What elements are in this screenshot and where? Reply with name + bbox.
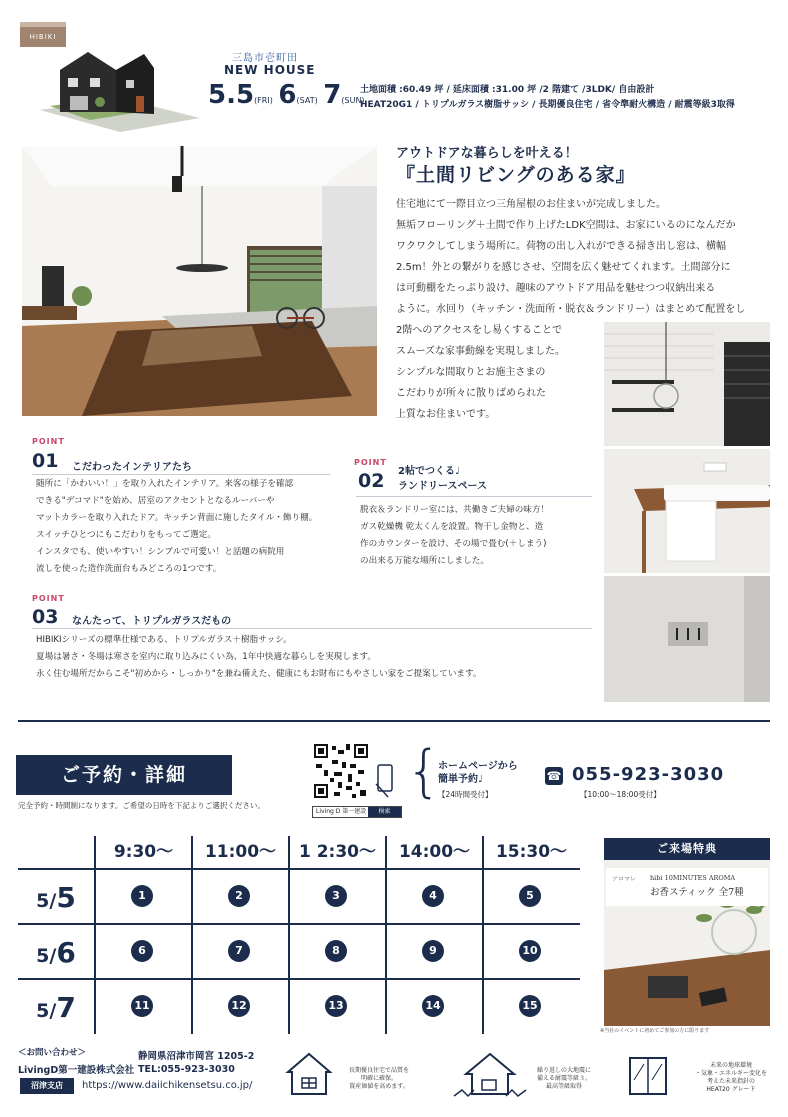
- point-03-text: [36, 632, 596, 683]
- point-02-number: 02: [358, 470, 385, 492]
- benefit-title: お香スティック 全7種: [650, 887, 744, 898]
- date-3: 7: [323, 80, 342, 110]
- table-line: [18, 923, 580, 925]
- washbasin-photo: [604, 449, 770, 573]
- point-02-title: [398, 464, 487, 494]
- benefit-brand: hibi 10MINUTES AROMA: [650, 874, 736, 882]
- slot-11[interactable]: 11: [131, 995, 153, 1017]
- dow-3: (SUN): [341, 96, 365, 105]
- point-line: 随所に「かわいい！」を取り入れたインテリア。来客の様子を確認: [36, 479, 294, 489]
- slot-6[interactable]: 6: [131, 940, 153, 962]
- point-line: 脱衣＆ランドリー室には、共働きご夫婦の味方！: [360, 505, 550, 515]
- tile-shelf-photo: [604, 322, 770, 446]
- feature-line: ・気象・エネルギー変化を: [694, 1070, 767, 1077]
- company-url[interactable]: https://www.daiichikensetsu.co.jp/: [82, 1080, 253, 1091]
- feature-line: 未来の地球環境: [709, 1062, 752, 1069]
- reservation-title: ご予約・詳細: [16, 755, 232, 795]
- point-line: 作のカウンターを設け、その場で畳む(＋しまう): [360, 539, 547, 549]
- location: 三島市壱町田: [232, 53, 298, 64]
- point-03-tag: POINT: [32, 594, 65, 603]
- slot-12[interactable]: 12: [228, 995, 250, 1017]
- table-line: [18, 978, 580, 980]
- feature-line: HEAT20 グレード: [706, 1086, 756, 1093]
- point-01-text: [36, 476, 332, 578]
- benefit-heading: ご来場特典: [604, 838, 770, 860]
- date-1: 5.5: [208, 80, 255, 110]
- feature-line: 明確に確保。: [360, 1075, 397, 1082]
- schedule-table: [18, 836, 580, 1034]
- house-illustration: [40, 40, 200, 132]
- intro-line: スムーズな家事動線を実現しました。: [396, 346, 565, 357]
- benefit-note: ※当社のイベントに初めてご参加の方に限ります: [600, 1028, 710, 1034]
- point-03-number: 03: [32, 606, 59, 628]
- point-03-title: なんたって、トリプルガラスだもの: [72, 616, 232, 627]
- intro-line: 2.5m！外との繋がりを感じさせ、空間を広く魅せてくれます。土間部分に: [396, 262, 731, 273]
- company-address: 静岡県沼津市岡宮 1205-2: [138, 1051, 255, 1062]
- point-line: スイッチひとつにもこだわりをもってご選定。: [36, 530, 216, 540]
- feature-line: 長期優良住宅で品質を: [348, 1067, 409, 1074]
- point-01-divider: [32, 474, 330, 475]
- point-line: インスタでも、使いやすい！シンプルで可愛い！と話題の病院用: [36, 547, 285, 557]
- intro-line: ように。水回り（キッチン・洗面所・脱衣＆ランドリー）はまとめて配置をし: [396, 304, 746, 315]
- point-line: HIBIKIシリーズの標準仕様である、トリプルガラス＋樹脂サッシ。: [36, 635, 292, 645]
- headline: 『土間リビングのある家』: [396, 164, 636, 186]
- point-03-divider: [32, 628, 592, 629]
- date-day: 6: [56, 936, 76, 969]
- slot-1[interactable]: 1: [131, 885, 153, 907]
- section-divider: [18, 720, 770, 722]
- intro-body-2: [396, 320, 606, 425]
- company-name: LivingD第一建設株式会社: [18, 1065, 135, 1076]
- feature-heat20-text: [686, 1062, 776, 1094]
- point-01-number: 01: [32, 450, 59, 472]
- slot-2[interactable]: 2: [228, 885, 250, 907]
- slot-3[interactable]: 3: [325, 885, 347, 907]
- intro-line: 住宅地にて一際目立つ三角屋根のお住まいが完成しました。: [396, 199, 666, 210]
- window-insulation-icon: [626, 1050, 672, 1098]
- point-02-divider: [356, 496, 592, 497]
- schedule-date: 5/7: [36, 991, 76, 1024]
- intro-line: は可動棚をたっぷり設け、趣味のアウトドア用品を魅せつつ収納出来る: [396, 283, 716, 294]
- aroma-logo: アロマレ: [612, 876, 637, 883]
- phone-icon: ☎: [546, 769, 562, 783]
- feature-line: 最高等級取得: [545, 1083, 582, 1090]
- point-line: ガス乾燥機 乾太くんを設置。物干し金物と、造: [360, 522, 544, 532]
- intro-body: [396, 194, 770, 320]
- reservation-note: 完全予約・時間制になります。ご希望の日時を下記よりご選択ください。: [18, 801, 265, 810]
- feature-line: 備える耐震等級３。: [536, 1075, 591, 1082]
- slot-4[interactable]: 4: [422, 885, 444, 907]
- intro-line: ワクワクしてしまう場所に。荷物の出し入れができる掃き出し窓は、横幅: [396, 241, 726, 252]
- search-box[interactable]: Living D 第一建設: [312, 806, 402, 818]
- date-day: 7: [56, 991, 76, 1024]
- dow-1: (FRI): [254, 96, 273, 105]
- slot-14[interactable]: 14: [422, 995, 444, 1017]
- point-line: 永く住む場所だからこそ"初めから・しっかり"を兼ね備えた、健康にもお財布にもやさしい家をご提案しています。: [36, 669, 482, 679]
- feature-seismic-text: [533, 1067, 595, 1091]
- point-line: 流しを使った造作洗面台もみどころの1つです。: [36, 564, 222, 574]
- point-line: マットカラーを取り入れたドア。キッチン背面に施したタイル・飾り棚。: [36, 513, 318, 523]
- house-quality-icon: [284, 1050, 334, 1098]
- date-2: 6: [278, 80, 297, 110]
- point-01-tag: POINT: [32, 437, 65, 446]
- event-dates: [208, 80, 365, 110]
- smartphone-icon: [374, 764, 398, 798]
- branch-badge: 沼津支店: [20, 1078, 74, 1094]
- schedule-date: 5/5: [36, 881, 76, 914]
- slot-15[interactable]: 15: [519, 995, 541, 1017]
- slot-13[interactable]: 13: [325, 995, 347, 1017]
- contact-label: ＜お問い合わせ＞: [18, 1048, 87, 1058]
- feature-line: 考えた未来指針の: [706, 1078, 755, 1085]
- time-slot-header: 15:30〜: [495, 842, 568, 862]
- footer-tel[interactable]: TEL:055-923-3030: [138, 1064, 235, 1075]
- spec-line-1: 土地面積 :60.49 坪 / 延床面積 :31.00 坪 /2 階建て /3LDK/ 自由設計: [360, 85, 655, 95]
- point-02-title-line: ランドリースペース: [398, 481, 487, 492]
- homepage-booking[interactable]: [438, 760, 518, 786]
- living-room-photo: [22, 146, 377, 416]
- intro-line: 2階へのアクセスをし易くすることで: [396, 325, 563, 336]
- point-line: の出来る万能な場所にしました。: [360, 556, 489, 566]
- time-slot-header: 11:00〜: [204, 842, 277, 862]
- tel-number[interactable]: 055-923-3030: [572, 764, 725, 785]
- point-01-title: こだわったインテリアたち: [72, 462, 192, 473]
- homepage-booking-line: 簡単予約♩: [438, 774, 483, 785]
- time-slot-header: 9:30〜: [113, 842, 174, 862]
- point-02-tag: POINT: [354, 458, 387, 467]
- catch-copy: アウトドアな暮らしを叶える！: [396, 146, 578, 161]
- search-button[interactable]: 検索: [368, 807, 401, 817]
- homepage-hours: 【24時間受付】: [438, 790, 493, 799]
- date-day: 5: [56, 881, 76, 914]
- intro-line: シンプルな間取りとお施主さまの: [396, 367, 546, 378]
- qr-code[interactable]: [312, 742, 370, 800]
- date-month: 5: [36, 1000, 50, 1022]
- spec-line-2: HEAT20G1 / トリプルガラス樹脂サッシ / 長期優良住宅 / 省令準耐火構造 / 耐震等級3取得: [360, 100, 735, 110]
- point-02-text: [360, 502, 598, 570]
- point-line: できる"デコマド"を始め、居室のアクセントとなるルーバーや: [36, 496, 275, 506]
- slot-9[interactable]: 9: [422, 940, 444, 962]
- brace-mark: {: [406, 739, 442, 804]
- tel-hours: 【10:00〜18:00受付】: [580, 790, 661, 799]
- table-line: [18, 868, 580, 870]
- feature-quality-text: [346, 1067, 412, 1091]
- dow-2: (SAT): [296, 96, 318, 105]
- point-line: 夏場は暑さ・冬場は寒さを室内に取り込みにくい為、1年中快適な暮らしを実現します。: [36, 652, 376, 662]
- schedule-date: 5/6: [36, 936, 76, 969]
- hibiki-logo: HIBIKI: [20, 27, 66, 47]
- earthquake-house-icon: [452, 1050, 528, 1098]
- intro-line: こだわりが所々に散りばめられた: [396, 388, 546, 399]
- point-02-title-line: 2帖でつくる♩: [398, 466, 460, 477]
- feature-line: 繰り返しの大地震に: [536, 1067, 591, 1074]
- feature-line: 資産価値を高めます。: [349, 1083, 409, 1090]
- homepage-booking-line: ホームページから: [438, 761, 518, 772]
- time-slot-header: 1 2:30〜: [298, 842, 377, 862]
- intro-line: 上質なお住まいです。: [396, 409, 496, 420]
- switch-photo: [604, 576, 770, 702]
- date-month: 5: [36, 945, 50, 967]
- slot-5[interactable]: 5: [519, 885, 541, 907]
- new-house-title: NEW HOUSE: [224, 63, 316, 77]
- slot-10[interactable]: 10: [519, 940, 541, 962]
- slot-7[interactable]: 7: [228, 940, 250, 962]
- intro-line: 無垢フローリング＋土間で作り上げたLDK空間は、お家にいるのになんだか: [396, 220, 736, 231]
- slot-8[interactable]: 8: [325, 940, 347, 962]
- time-slot-header: 14:00〜: [398, 842, 471, 862]
- date-month: 5: [36, 890, 50, 912]
